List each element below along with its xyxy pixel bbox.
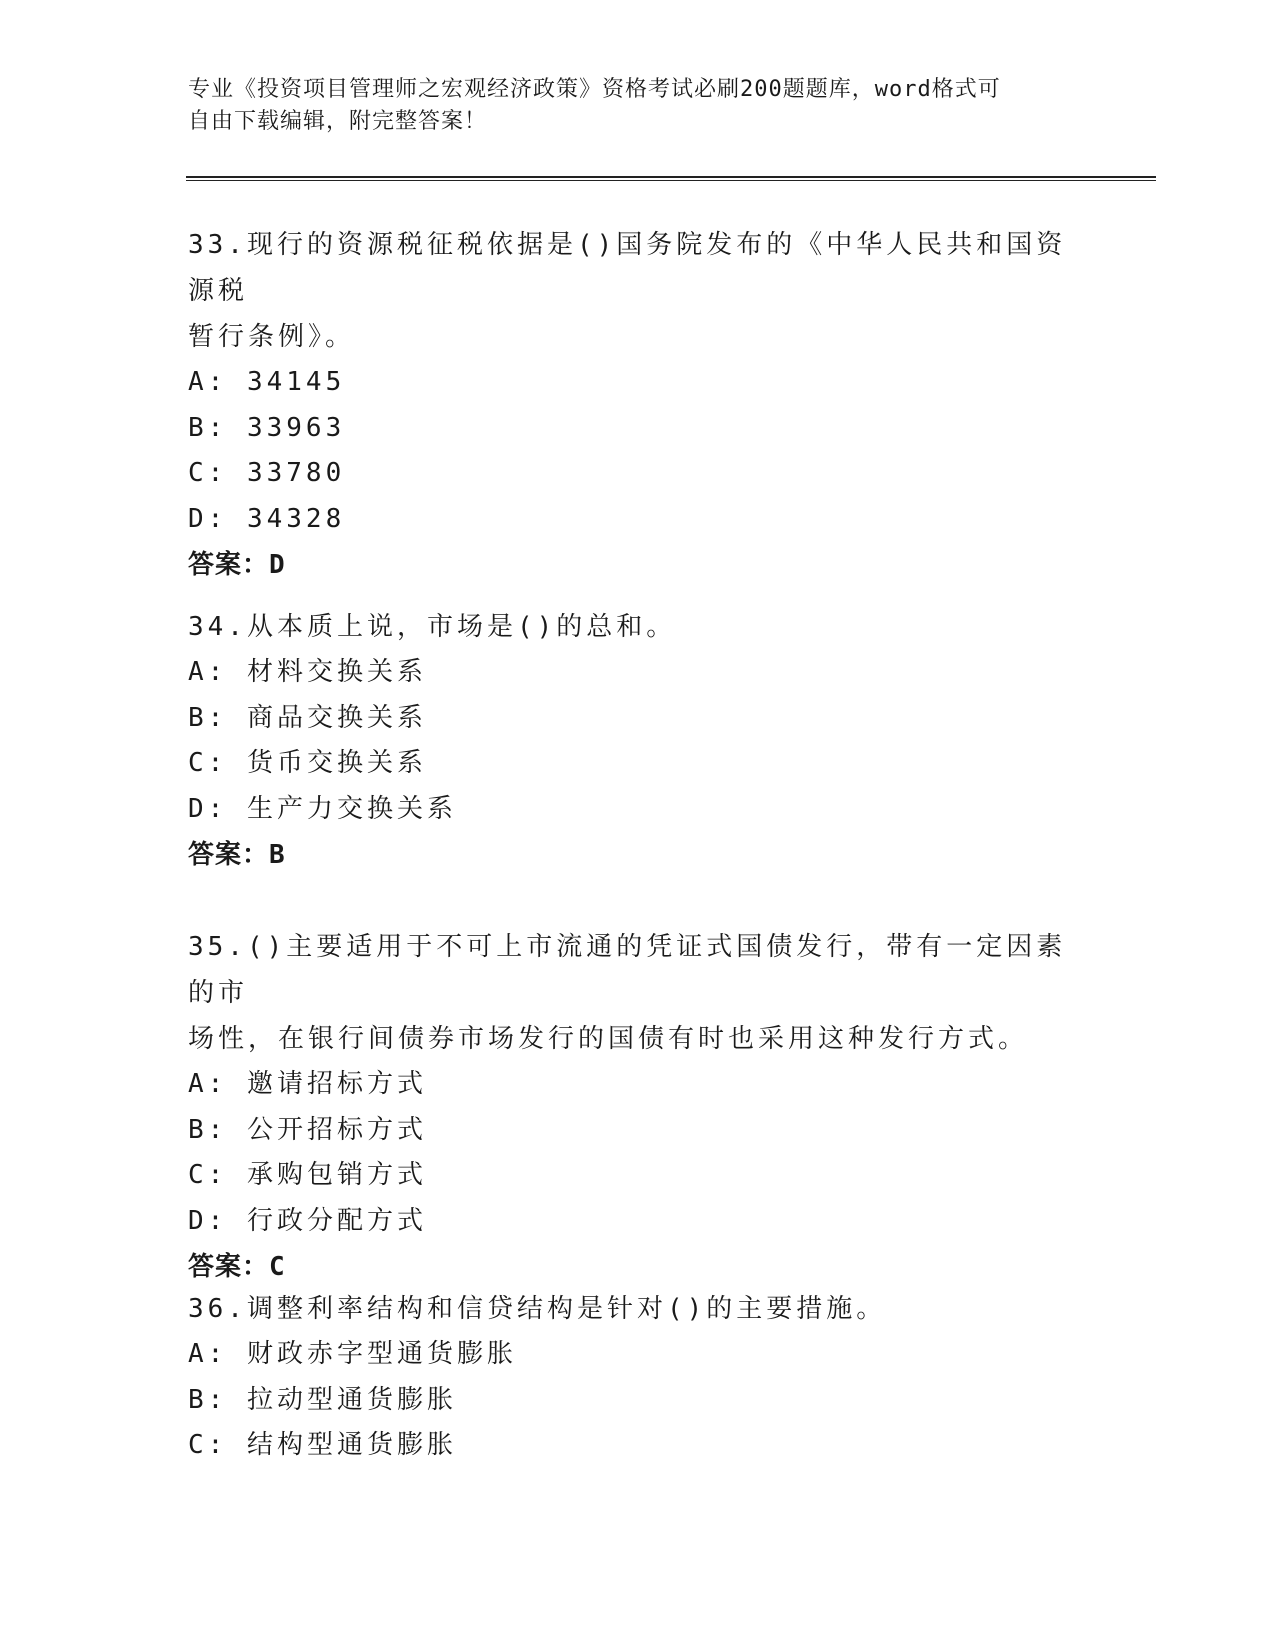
option-d: D: 34328 [188, 503, 346, 534]
question-stem-line: 34.从本质上说，市场是()的总和。 [188, 612, 677, 642]
option-b: B: 33963 [188, 412, 346, 443]
question-stem-line: 35.()主要适用于不可上市流通的凭证式国债发行，带有一定因素的市 [188, 932, 1067, 1008]
option-c: C: 货币交换关系 [188, 748, 427, 778]
question-stem-line: 暂行条例》。 [188, 322, 356, 352]
header-line-1: 专业《投资项目管理师之宏观经济政策》资格考试必刷200题题库，word格式可 [188, 77, 1001, 102]
question-35 [188, 924, 1088, 1290]
answer: 答案：C [188, 1252, 286, 1282]
option-c: C: 承购包销方式 [188, 1160, 427, 1190]
option-c: C: 33780 [188, 458, 346, 488]
question-stem-line: 场性，在银行间债券市场发行的国债有时也采用这种发行方式。 [188, 1024, 1029, 1054]
option-c: C: 结构型通货膨胀 [188, 1430, 457, 1460]
option-d: D: 行政分配方式 [188, 1205, 427, 1236]
header-divider [186, 176, 1156, 181]
question-34 [188, 604, 1088, 878]
option-a: A: 材料交换关系 [188, 657, 427, 687]
header-line-2: 自由下载编辑，附完整答案！ [188, 109, 488, 134]
option-b: B: 商品交换关系 [188, 702, 427, 733]
question-stem-line: 36.调整利率结构和信贷结构是针对()的主要措施。 [188, 1294, 887, 1324]
option-d: D: 生产力交换关系 [188, 793, 457, 824]
option-a: A: 邀请招标方式 [188, 1069, 427, 1099]
question-stem-line: 33.现行的资源税征税依据是()国务院发布的《中华人民共和国资源税 [188, 230, 1067, 306]
option-a: A: 财政赤字型通货膨胀 [188, 1339, 517, 1369]
question-36 [188, 1286, 1088, 1469]
option-a: A: 34145 [188, 367, 346, 397]
document-header [188, 74, 1088, 138]
option-b: B: 拉动型通货膨胀 [188, 1384, 457, 1415]
question-33 [188, 222, 1088, 588]
answer: 答案：B [188, 840, 286, 870]
option-b: B: 公开招标方式 [188, 1114, 427, 1145]
answer: 答案：D [188, 550, 286, 580]
